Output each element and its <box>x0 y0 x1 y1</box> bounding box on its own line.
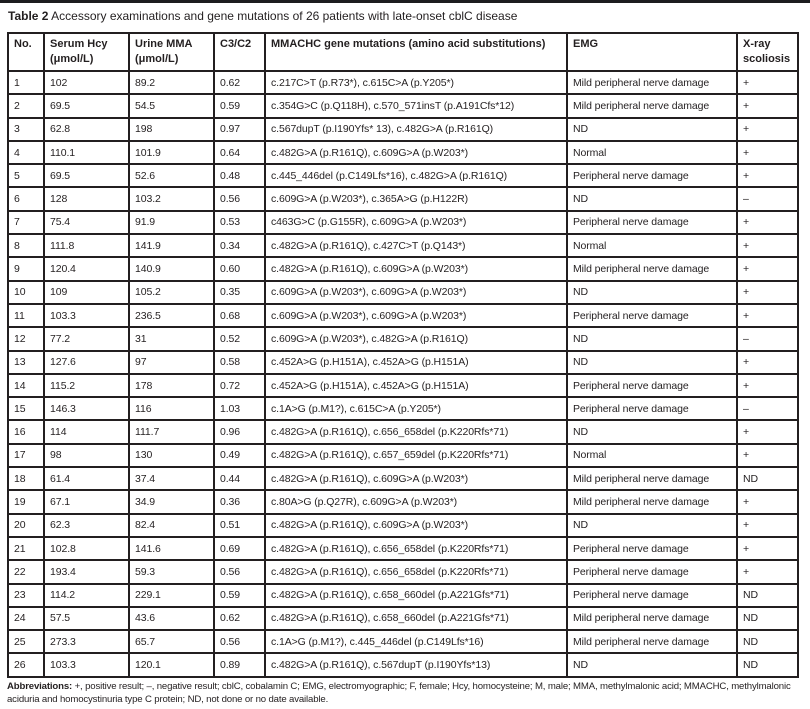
table-row <box>8 257 798 280</box>
cell-serum-hcy: 111.8 <box>44 234 129 257</box>
table-row <box>8 281 798 304</box>
cell-c3-c2: 0.56 <box>214 560 265 583</box>
cell-c3-c2: 0.64 <box>214 141 265 164</box>
cell-urine-mma: 141.6 <box>129 537 214 560</box>
cell-no: 10 <box>8 281 44 304</box>
cell-xray-scoliosis: + <box>737 374 798 397</box>
cell-urine-mma: 111.7 <box>129 420 214 443</box>
column-header-no: No. <box>8 33 44 71</box>
cell-xray-scoliosis: ND <box>737 584 798 607</box>
cell-emg: ND <box>567 327 737 350</box>
table-row <box>8 118 798 141</box>
cell-emg: ND <box>567 420 737 443</box>
cell-c3-c2: 0.62 <box>214 607 265 630</box>
table-row <box>8 397 798 420</box>
table-row <box>8 304 798 327</box>
cell-no: 15 <box>8 397 44 420</box>
cell-c3-c2: 0.49 <box>214 444 265 467</box>
cell-c3-c2: 1.03 <box>214 397 265 420</box>
cell-emg: ND <box>567 351 737 374</box>
table-title <box>8 9 517 24</box>
table-row <box>8 420 798 443</box>
cell-serum-hcy: 98 <box>44 444 129 467</box>
cell-c3-c2: 0.35 <box>214 281 265 304</box>
cell-emg: Peripheral nerve damage <box>567 537 737 560</box>
table-title-label: Table 2 <box>8 9 49 23</box>
cell-emg: Peripheral nerve damage <box>567 304 737 327</box>
cell-c3-c2: 0.51 <box>214 514 265 537</box>
cell-urine-mma: 31 <box>129 327 214 350</box>
cell-c3-c2: 0.60 <box>214 257 265 280</box>
cell-urine-mma: 120.1 <box>129 653 214 676</box>
cell-xray-scoliosis: + <box>737 560 798 583</box>
table-row <box>8 211 798 234</box>
cell-mutations: c.354G>C (p.Q118H), c.570_571insT (p.A191Cfs*12) <box>265 94 567 117</box>
cell-serum-hcy: 103.3 <box>44 653 129 676</box>
cell-urine-mma: 105.2 <box>129 281 214 304</box>
cell-xray-scoliosis: + <box>737 118 798 141</box>
cell-serum-hcy: 102.8 <box>44 537 129 560</box>
table-row <box>8 444 798 467</box>
cell-urine-mma: 101.9 <box>129 141 214 164</box>
cell-xray-scoliosis: – <box>737 397 798 420</box>
cell-emg: Normal <box>567 141 737 164</box>
cell-urine-mma: 54.5 <box>129 94 214 117</box>
cell-mutations: c.1A>G (p.M1?), c.615C>A (p.Y205*) <box>265 397 567 420</box>
cell-c3-c2: 0.52 <box>214 327 265 350</box>
table-row <box>8 351 798 374</box>
cell-no: 23 <box>8 584 44 607</box>
cell-c3-c2: 0.69 <box>214 537 265 560</box>
cell-c3-c2: 0.48 <box>214 164 265 187</box>
cell-no: 1 <box>8 71 44 94</box>
table-row <box>8 94 798 117</box>
cell-emg: Peripheral nerve damage <box>567 164 737 187</box>
cell-c3-c2: 0.89 <box>214 653 265 676</box>
table-row <box>8 467 798 490</box>
cell-no: 17 <box>8 444 44 467</box>
cell-xray-scoliosis: + <box>737 94 798 117</box>
table-row <box>8 607 798 630</box>
cell-urine-mma: 89.2 <box>129 71 214 94</box>
cell-serum-hcy: 127.6 <box>44 351 129 374</box>
cell-serum-hcy: 193.4 <box>44 560 129 583</box>
cell-xray-scoliosis: + <box>737 257 798 280</box>
cell-emg: Mild peripheral nerve damage <box>567 257 737 280</box>
cell-urine-mma: 97 <box>129 351 214 374</box>
cell-no: 16 <box>8 420 44 443</box>
cell-emg: Mild peripheral nerve damage <box>567 630 737 653</box>
cell-mutations: c.445_446del (p.C149Lfs*16), c.482G>A (p.R161Q) <box>265 164 567 187</box>
cell-urine-mma: 34.9 <box>129 490 214 513</box>
cell-no: 2 <box>8 94 44 117</box>
table-row <box>8 164 798 187</box>
cell-serum-hcy: 102 <box>44 71 129 94</box>
cell-urine-mma: 52.6 <box>129 164 214 187</box>
cell-mutations: c.482G>A (p.R161Q), c.656_658del (p.K220Rfs*71) <box>265 537 567 560</box>
table-row <box>8 141 798 164</box>
table-row <box>8 187 798 210</box>
cell-serum-hcy: 273.3 <box>44 630 129 653</box>
cell-urine-mma: 59.3 <box>129 560 214 583</box>
table-row <box>8 490 798 513</box>
table-row <box>8 327 798 350</box>
cell-urine-mma: 130 <box>129 444 214 467</box>
cell-mutations: c.482G>A (p.R161Q), c.609G>A (p.W203*) <box>265 467 567 490</box>
cell-mutations: c.482G>A (p.R161Q), c.656_658del (p.K220Rfs*71) <box>265 560 567 583</box>
cell-serum-hcy: 75.4 <box>44 211 129 234</box>
table-row <box>8 374 798 397</box>
cell-c3-c2: 0.62 <box>214 71 265 94</box>
cell-no: 22 <box>8 560 44 583</box>
cell-xray-scoliosis: + <box>737 490 798 513</box>
cell-emg: Peripheral nerve damage <box>567 211 737 234</box>
cell-urine-mma: 43.6 <box>129 607 214 630</box>
column-header-urine-mma: Urine MMA (μmol/L) <box>129 33 214 71</box>
table-header-row <box>8 33 798 71</box>
cell-c3-c2: 0.56 <box>214 630 265 653</box>
cell-urine-mma: 116 <box>129 397 214 420</box>
cell-emg: ND <box>567 281 737 304</box>
cell-emg: ND <box>567 187 737 210</box>
table-row <box>8 653 798 676</box>
cell-urine-mma: 229.1 <box>129 584 214 607</box>
cell-no: 6 <box>8 187 44 210</box>
cell-mutations: c.482G>A (p.R161Q), c.609G>A (p.W203*) <box>265 257 567 280</box>
cell-serum-hcy: 114 <box>44 420 129 443</box>
cell-serum-hcy: 57.5 <box>44 607 129 630</box>
cell-emg: Mild peripheral nerve damage <box>567 467 737 490</box>
cell-c3-c2: 0.58 <box>214 351 265 374</box>
column-header-c3-c2: C3/C2 <box>214 33 265 71</box>
cell-no: 20 <box>8 514 44 537</box>
cell-emg: Peripheral nerve damage <box>567 560 737 583</box>
table-row <box>8 630 798 653</box>
cell-xray-scoliosis: + <box>737 304 798 327</box>
cell-no: 13 <box>8 351 44 374</box>
cell-no: 3 <box>8 118 44 141</box>
cell-urine-mma: 37.4 <box>129 467 214 490</box>
cell-urine-mma: 198 <box>129 118 214 141</box>
cell-c3-c2: 0.68 <box>214 304 265 327</box>
cell-xray-scoliosis: ND <box>737 467 798 490</box>
cell-xray-scoliosis: + <box>737 351 798 374</box>
cell-c3-c2: 0.59 <box>214 94 265 117</box>
table-row <box>8 71 798 94</box>
cell-no: 14 <box>8 374 44 397</box>
cell-c3-c2: 0.53 <box>214 211 265 234</box>
cell-mutations: c.482G>A (p.R161Q), c.567dupT (p.I190Yfs*13) <box>265 653 567 676</box>
cell-no: 9 <box>8 257 44 280</box>
cell-urine-mma: 91.9 <box>129 211 214 234</box>
cell-mutations: c.452A>G (p.H151A), c.452A>G (p.H151A) <box>265 374 567 397</box>
cell-c3-c2: 0.97 <box>214 118 265 141</box>
cell-urine-mma: 236.5 <box>129 304 214 327</box>
cell-mutations: c.482G>A (p.R161Q), c.657_659del (p.K220Rfs*71) <box>265 444 567 467</box>
cell-emg: Mild peripheral nerve damage <box>567 607 737 630</box>
cell-xray-scoliosis: + <box>737 234 798 257</box>
abbreviations-label: Abbreviations: <box>7 681 73 692</box>
cell-urine-mma: 65.7 <box>129 630 214 653</box>
cell-emg: ND <box>567 514 737 537</box>
cell-no: 4 <box>8 141 44 164</box>
cell-c3-c2: 0.56 <box>214 187 265 210</box>
cell-mutations: c.80A>G (p.Q27R), c.609G>A (p.W203*) <box>265 490 567 513</box>
cell-xray-scoliosis: + <box>737 164 798 187</box>
cell-xray-scoliosis: + <box>737 537 798 560</box>
top-rule <box>0 0 810 3</box>
cell-serum-hcy: 62.3 <box>44 514 129 537</box>
cell-serum-hcy: 69.5 <box>44 94 129 117</box>
cell-emg: Mild peripheral nerve damage <box>567 71 737 94</box>
cell-mutations: c.567dupT (p.I190Yfs* 13), c.482G>A (p.R161Q) <box>265 118 567 141</box>
cell-mutations: c.609G>A (p.W203*), c.482G>A (p.R161Q) <box>265 327 567 350</box>
cell-mutations: c.482G>A (p.R161Q), c.656_658del (p.K220Rfs*71) <box>265 420 567 443</box>
cell-xray-scoliosis: + <box>737 211 798 234</box>
table-row <box>8 584 798 607</box>
cell-serum-hcy: 61.4 <box>44 467 129 490</box>
cell-mutations: c.452A>G (p.H151A), c.452A>G (p.H151A) <box>265 351 567 374</box>
cell-no: 19 <box>8 490 44 513</box>
cell-xray-scoliosis: + <box>737 420 798 443</box>
cell-emg: ND <box>567 118 737 141</box>
column-header-xray-scoliosis: X-ray scoliosis <box>737 33 798 71</box>
cell-emg: Peripheral nerve damage <box>567 584 737 607</box>
cell-urine-mma: 103.2 <box>129 187 214 210</box>
cell-mutations: c.609G>A (p.W203*), c.365A>G (p.H122R) <box>265 187 567 210</box>
cell-emg: Peripheral nerve damage <box>567 374 737 397</box>
cell-emg: ND <box>567 653 737 676</box>
table-row <box>8 514 798 537</box>
cell-xray-scoliosis: + <box>737 281 798 304</box>
cell-xray-scoliosis: ND <box>737 607 798 630</box>
cell-urine-mma: 178 <box>129 374 214 397</box>
cell-no: 5 <box>8 164 44 187</box>
cell-serum-hcy: 128 <box>44 187 129 210</box>
cell-c3-c2: 0.44 <box>214 467 265 490</box>
cell-no: 26 <box>8 653 44 676</box>
cell-mutations: c.482G>A (p.R161Q), c.609G>A (p.W203*) <box>265 141 567 164</box>
cell-emg: Mild peripheral nerve damage <box>567 490 737 513</box>
cell-no: 7 <box>8 211 44 234</box>
cell-emg: Normal <box>567 444 737 467</box>
cell-no: 8 <box>8 234 44 257</box>
cell-serum-hcy: 62.8 <box>44 118 129 141</box>
abbreviations-note <box>7 680 804 706</box>
cell-xray-scoliosis: + <box>737 141 798 164</box>
cell-no: 11 <box>8 304 44 327</box>
cell-serum-hcy: 146.3 <box>44 397 129 420</box>
cell-serum-hcy: 69.5 <box>44 164 129 187</box>
cell-c3-c2: 0.72 <box>214 374 265 397</box>
cell-xray-scoliosis: – <box>737 327 798 350</box>
abbreviations-text: +, positive result; –, negative result; cblC, cobalamin C; EMG, electromyographic; F, female; Hcy, homocysteine; M, male; MMA, methylmalonic acid; MMACHC, methylmalonic aciduria and homocystinuria type C protein; ND, not done or no date available. <box>7 681 791 705</box>
cell-mutations: c.609G>A (p.W203*), c.609G>A (p.W203*) <box>265 281 567 304</box>
cell-no: 24 <box>8 607 44 630</box>
cell-xray-scoliosis: – <box>737 187 798 210</box>
cell-emg: Normal <box>567 234 737 257</box>
cell-c3-c2: 0.59 <box>214 584 265 607</box>
cell-mutations: c.482G>A (p.R161Q), c.658_660del (p.A221Gfs*71) <box>265 584 567 607</box>
cell-mutations: c463G>C (p.G155R), c.609G>A (p.W203*) <box>265 211 567 234</box>
cell-serum-hcy: 67.1 <box>44 490 129 513</box>
cell-c3-c2: 0.96 <box>214 420 265 443</box>
cell-xray-scoliosis: + <box>737 514 798 537</box>
cell-serum-hcy: 77.2 <box>44 327 129 350</box>
cell-serum-hcy: 120.4 <box>44 257 129 280</box>
cell-mutations: c.482G>A (p.R161Q), c.609G>A (p.W203*) <box>265 514 567 537</box>
cell-serum-hcy: 114.2 <box>44 584 129 607</box>
cell-xray-scoliosis: ND <box>737 653 798 676</box>
cell-serum-hcy: 103.3 <box>44 304 129 327</box>
cell-mutations: c.217C>T (p.R73*), c.615C>A (p.Y205*) <box>265 71 567 94</box>
cell-no: 21 <box>8 537 44 560</box>
column-header-serum-hcy: Serum Hcy (μmol/L) <box>44 33 129 71</box>
cell-urine-mma: 82.4 <box>129 514 214 537</box>
cell-no: 25 <box>8 630 44 653</box>
cell-mutations: c.1A>G (p.M1?), c.445_446del (p.C149Lfs*16) <box>265 630 567 653</box>
cell-urine-mma: 140.9 <box>129 257 214 280</box>
cell-xray-scoliosis: + <box>737 444 798 467</box>
cell-mutations: c.482G>A (p.R161Q), c.658_660del (p.A221Gfs*71) <box>265 607 567 630</box>
cell-c3-c2: 0.34 <box>214 234 265 257</box>
cell-xray-scoliosis: + <box>737 71 798 94</box>
cell-no: 18 <box>8 467 44 490</box>
cell-mutations: c.609G>A (p.W203*), c.609G>A (p.W203*) <box>265 304 567 327</box>
cell-serum-hcy: 110.1 <box>44 141 129 164</box>
cell-xray-scoliosis: ND <box>737 630 798 653</box>
cell-emg: Peripheral nerve damage <box>567 397 737 420</box>
table-row <box>8 537 798 560</box>
cell-emg: Mild peripheral nerve damage <box>567 94 737 117</box>
cell-urine-mma: 141.9 <box>129 234 214 257</box>
column-header-emg: EMG <box>567 33 737 71</box>
cell-serum-hcy: 109 <box>44 281 129 304</box>
patients-table <box>7 32 799 678</box>
table-title-text: Accessory examinations and gene mutations of 26 patients with late-onset cblC disease <box>48 9 518 23</box>
cell-serum-hcy: 115.2 <box>44 374 129 397</box>
cell-no: 12 <box>8 327 44 350</box>
table-row <box>8 560 798 583</box>
table-row <box>8 234 798 257</box>
column-header-mutations: MMACHC gene mutations (amino acid substitutions) <box>265 33 567 71</box>
table-body <box>8 71 798 677</box>
cell-mutations: c.482G>A (p.R161Q), c.427C>T (p.Q143*) <box>265 234 567 257</box>
cell-c3-c2: 0.36 <box>214 490 265 513</box>
